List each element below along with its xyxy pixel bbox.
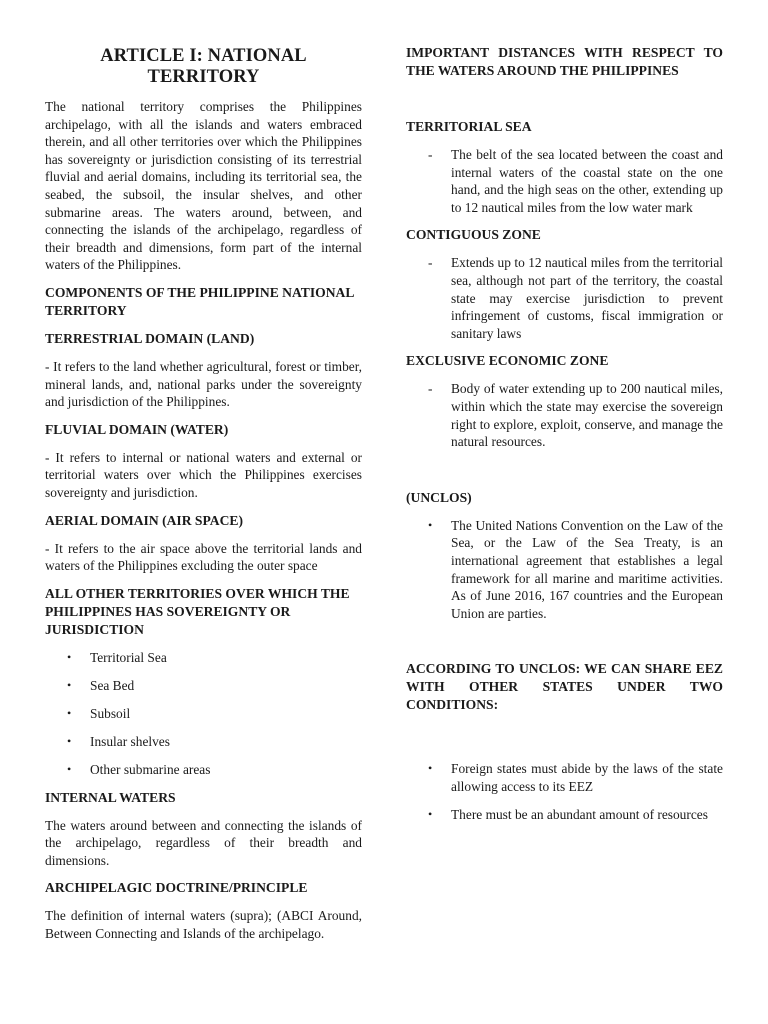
list-item: • Other submarine areas xyxy=(67,761,211,777)
list-item: - Extends up to 12 nautical miles from the territorial sea, although not part of the territory, the coastal state may exercise jurisdiction to prevent infringement of customs, fiscal immigration or sanitary laws xyxy=(428,255,723,341)
other-territories-heading: ALL OTHER TERRITORIES OVER WHICH THE PHILIPPINES HAS SOVEREIGNTY OR JURISDICTION xyxy=(45,585,350,637)
bullet-marker: • xyxy=(428,761,433,776)
list-item: • The United Nations Convention on the Law of the Sea, or the Law of the Sea Treaty, is an international agreement that establishes a legal framework for all marine and maritime activities. As of June 2016, 167 countries and the European Union are parties. xyxy=(428,517,723,621)
aerial-heading: AERIAL DOMAIN (AIR SPACE) xyxy=(45,512,243,528)
components-heading: COMPONENTS OF THE PHILIPPINE NATIONAL TERRITORY xyxy=(45,284,354,318)
other-territories-list xyxy=(45,649,362,779)
list-item: • Subsoil xyxy=(67,705,131,721)
eez-heading: EXCLUSIVE ECONOMIC ZONE xyxy=(406,353,609,369)
territorial-sea-list xyxy=(406,146,723,216)
list-item: • There must be an abundant amount of resources xyxy=(428,806,708,822)
conditions-list xyxy=(406,760,723,823)
internal-waters-heading: INTERNAL WATERS xyxy=(45,789,176,805)
unclos-heading: (UNCLOS) xyxy=(406,489,472,505)
list-item: • Sea Bed xyxy=(67,677,135,693)
bullet-marker: • xyxy=(428,517,433,532)
unclos-list xyxy=(406,517,723,623)
fluvial-text: - It refers to internal or national waters and external or territorial waters over which the Philippines exercises sovereignty and jurisdiction. xyxy=(45,449,362,500)
territorial-sea-heading: TERRITORIAL SEA xyxy=(406,119,532,134)
contiguous-zone-heading: CONTIGUOUS ZONE xyxy=(406,227,541,243)
bullet-marker: • xyxy=(67,733,72,748)
intro-paragraph: The national territory comprises the Philippines archipelago, with all the islands and waters embraced therein, and all other territories over which the Philippines has sovereignty or jurisdiction consisting of its terrestrial fluvial and aerial domains, including its territorial sea, the seabed, the subsoil, the insular shelves, and other submarine areas. The waters around, between, and connecting the islands of the archipelago, regardless of their breadth and dimensions, form part of the internal waters of the Philippines. xyxy=(45,99,362,273)
bullet-marker: • xyxy=(67,677,72,692)
dash-marker: - xyxy=(428,147,433,162)
terrestrial-text: - It refers to the land whether agricultural, forest or timber, mineral lands, and, national parks under the sovereignty and jurisdiction of the Philippines. xyxy=(45,358,362,410)
list-item: • Insular shelves xyxy=(67,733,170,749)
distances-heading: IMPORTANT DISTANCES WITH RESPECT TO THE WATERS AROUND THE PHILIPPINES xyxy=(406,45,723,78)
bullet-marker: • xyxy=(67,705,72,720)
eez-list xyxy=(406,380,723,450)
share-eez-heading: ACCORDING TO UNCLOS: WE CAN SHARE EEZ WITH OTHER STATES UNDER TWO CONDITIONS: xyxy=(406,661,723,713)
article-title: ARTICLE I: NATIONAL TERRITORY xyxy=(100,46,307,87)
terrestrial-heading: TERRESTRIAL DOMAIN (LAND) xyxy=(45,330,255,346)
list-item: - The belt of the sea located between the coast and internal waters of the coastal state on the one hand, and the high seas on the other, extending up to 12 nautical miles from the low water mark xyxy=(428,147,723,215)
dash-marker: - xyxy=(428,255,433,271)
dash-marker: - xyxy=(428,381,433,397)
bullet-marker: • xyxy=(67,649,72,664)
list-item: • Territorial Sea xyxy=(67,649,167,665)
bullet-marker: • xyxy=(428,806,433,821)
aerial-text: - It refers to the air space above the territorial lands and waters of the Philippines excluding the outer space xyxy=(45,540,362,574)
left-column xyxy=(45,44,362,943)
fluvial-heading: FLUVIAL DOMAIN (WATER) xyxy=(45,421,229,437)
list-item: • Foreign states must abide by the laws of the state allowing access to its EEZ xyxy=(428,761,723,794)
archipelagic-text: The definition of internal waters (supra); (ABCI Around, Between Connecting and Islands of the archipelago. xyxy=(45,908,362,941)
contiguous-zone-list xyxy=(406,254,723,342)
archipelagic-heading: ARCHIPELAGIC DOCTRINE/PRINCIPLE xyxy=(45,880,308,896)
bullet-marker: • xyxy=(67,761,72,776)
internal-waters-text: The waters around between and connecting the islands of the archipelago, regardless of their breadth and dimensions. xyxy=(45,817,362,868)
list-item: - Body of water extending up to 200 nautical miles, within which the state may exercise the sovereign right to explore, exploit, conserve, and manage the natural resources. xyxy=(428,381,723,450)
right-column xyxy=(406,44,723,834)
